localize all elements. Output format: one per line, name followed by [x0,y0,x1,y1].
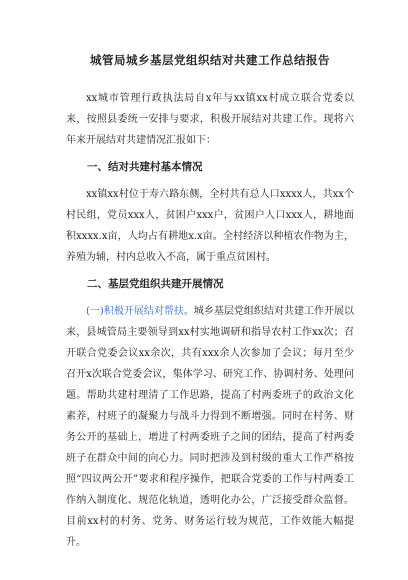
section-2-body: 城乡基层党组织结对共建工作开展以来，县城管局主要领导到xx村实地调研和指导农村工作xx次；召开联合党委会议xx余次，共有xxx余人次参加了会议；每月至少召开x次联合党委会议，集体学习、研究工作、协调村务、处理问题。帮助共建村理清了工作思路，提高了村两委班子的政治文化素养，村班子的凝聚力与战斗力得到不断增强。同时在村务、财务公开的基础上，增进了村两委班子之间的团结，提高了村两委班子在群众中间的向心力。同时把涉及到村级的重大工作严格按照“四议两公开”要求和程序操作，把联合党委的工作与村两委工作纳入制度化、规范化轨道，透明化办公，广泛接受群众监督。目前xx村的村务、党务、财务运行较为规范，工作效能大幅提升。 [66,306,354,548]
intro-paragraph: xx城市管理行政执法局自x年与xx镇xx村成立联合党委以来，按照县委统一安排与要求，积极开展结对共建工作。现将六年来开展结对共建情况汇报如下： [66,93,354,146]
section-2-paragraph [66,301,354,553]
document-title: 城管局城乡基层党组织结对共建工作总结报告 [90,53,330,67]
section-2-heading: 二、基层党组织共建开展情况 [87,278,224,290]
subsection-label: (一)积极开展结对帮扶。 [86,306,194,317]
section-1-heading: 一、结对共建村基本情况 [87,161,203,173]
section-1-paragraph: xx镇xx村位于寿六路东侧，全村共有总人口xxxx人，共xx个村民组，党员xxx人，贫困户xxx户，贫困户人口xxx人，耕地面积xxxx.x亩，人均占有耕地x.x亩。全村经济以种植农作物为主，养殖为辅，村内总收入不高，属于重点贫困村。 [66,189,354,263]
